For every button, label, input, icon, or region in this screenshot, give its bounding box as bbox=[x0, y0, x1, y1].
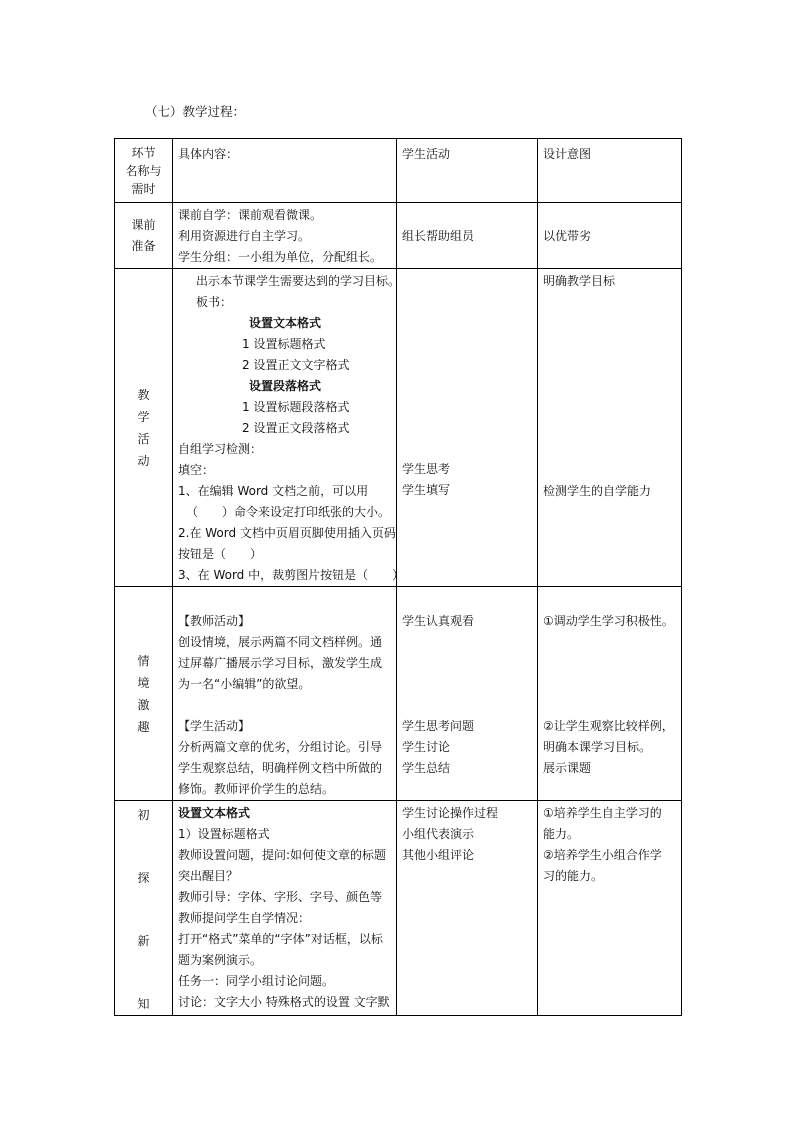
section-heading: （七）教学过程： bbox=[145, 104, 246, 119]
board-title: 设置文本格式 bbox=[248, 316, 321, 330]
teaching-label-char: 教 bbox=[137, 387, 150, 402]
teaching-intro: 出示本节课学生需要达到的学习目标。 bbox=[196, 274, 401, 288]
header-stage-line: 环节 bbox=[131, 146, 156, 160]
student-activity-title: 【学生活动】 bbox=[178, 719, 251, 733]
question-line: 1、在编辑 Word 文档之前，可以用 bbox=[178, 484, 369, 498]
situation-intent-line: 明确本课学习目标。 bbox=[543, 740, 652, 754]
teaching-label-char: 活 bbox=[137, 431, 150, 446]
board-label: 板书： bbox=[196, 295, 233, 309]
prep-content-cell bbox=[173, 203, 397, 269]
header-stage-cell bbox=[115, 139, 173, 203]
explore-subtitle: 1）设置标题格式 bbox=[178, 827, 270, 841]
prep-activity: 组长帮助组员 bbox=[402, 229, 475, 243]
teaching-row bbox=[115, 269, 682, 587]
explore-paragraph: 任务一：同学小组讨论问题。 bbox=[178, 974, 335, 988]
student-activity-text: 分析两篇文章的优劣，分组讨论。引导学生观察总结，明确样例文档中所做的修饰。教师评价学生的总结。 bbox=[178, 740, 383, 796]
question-line: 2.在 Word 文档中页眉页脚使用插入页码 bbox=[178, 526, 396, 540]
prep-intent-cell bbox=[538, 203, 682, 269]
explore-intent-line: ①培养学生自主学习的 bbox=[543, 806, 662, 820]
prep-intent: 以优带劣 bbox=[543, 229, 592, 243]
prep-row bbox=[115, 203, 682, 269]
prep-activity-cell bbox=[397, 203, 538, 269]
header-row bbox=[115, 139, 682, 203]
explore-label-char: 探 bbox=[137, 871, 150, 885]
prep-content-line: 利用资源进行自主学习。 bbox=[178, 229, 311, 243]
prep-label-line: 准备 bbox=[131, 238, 156, 253]
explore-activity: 学生讨论操作过程 bbox=[402, 806, 499, 820]
header-intent: 设计意图 bbox=[543, 147, 592, 161]
header-content-cell bbox=[173, 139, 397, 203]
situation-label-cell bbox=[115, 587, 173, 801]
situation-content-cell bbox=[173, 587, 397, 801]
teaching-activity: 学生思考 bbox=[402, 462, 451, 476]
situation-activity: 学生讨论 bbox=[402, 740, 451, 754]
explore-paragraph: 教师提问学生自学情况： bbox=[178, 911, 311, 925]
situation-row bbox=[115, 587, 682, 801]
prep-label-cell bbox=[115, 203, 173, 269]
teaching-process-table bbox=[114, 138, 682, 1016]
prep-content-line: 学生分组：一小组为单位，分配组长。 bbox=[178, 250, 383, 264]
explore-title: 设置文本格式 bbox=[178, 806, 251, 820]
header-stage-line: 需时 bbox=[131, 182, 156, 196]
explore-content-cell bbox=[173, 801, 397, 1016]
situation-label-char: 情 bbox=[137, 653, 150, 668]
explore-paragraph: 教师设置问题，提问:如何使文章的标题突出醒目？ bbox=[178, 848, 387, 883]
teaching-intent-top: 明确教学目标 bbox=[543, 274, 616, 288]
teacher-activity-text: 创设情境，展示两篇不同文档样例。通过屏幕广播展示学习目标，激发学生成为一名“小编辑”的欲望。 bbox=[178, 635, 383, 691]
teaching-label-char: 学 bbox=[137, 409, 150, 424]
explore-label-char: 初 bbox=[137, 808, 150, 822]
teacher-activity-title: 【教师活动】 bbox=[178, 614, 251, 628]
explore-activity-cell bbox=[397, 801, 538, 1016]
fill-blank-label: 填空： bbox=[178, 463, 215, 477]
board-title: 设置段落格式 bbox=[248, 379, 321, 393]
prep-content-line: 课前自学：课前观看微课。 bbox=[178, 208, 323, 222]
explore-intent-line: ②培养学生小组合作学 bbox=[543, 848, 662, 862]
situation-label-char: 境 bbox=[137, 675, 150, 690]
board-item: 2 设置正文文字格式 bbox=[242, 358, 350, 372]
situation-intent-line: ②让学生观察比较样例， bbox=[543, 719, 674, 733]
explore-intent-line: 能力。 bbox=[543, 827, 580, 841]
prep-label-line: 课前 bbox=[131, 217, 156, 232]
explore-paragraph: 讨论：文字大小 特殊格式的设置 文字默 bbox=[178, 995, 390, 1009]
situation-activity-cell bbox=[397, 587, 538, 801]
explore-paragraph: 教师引导：字体、字形、字号、颜色等 bbox=[178, 890, 383, 904]
teaching-label-cell bbox=[115, 269, 173, 587]
teaching-activity: 学生填写 bbox=[402, 483, 451, 497]
explore-label-cell bbox=[115, 801, 173, 1016]
board-item: 1 设置标题格式 bbox=[242, 337, 326, 351]
question-line: （ ）命令来设定打印纸张的大小。 bbox=[186, 505, 391, 519]
explore-intent-line: 习的能力。 bbox=[543, 869, 604, 883]
explore-activity: 小组代表演示 bbox=[402, 827, 475, 841]
board-item: 1 设置标题段落格式 bbox=[242, 400, 350, 414]
self-check-label: 自组学习检测： bbox=[178, 442, 263, 456]
board-item: 2 设置正文段落格式 bbox=[242, 421, 350, 435]
teaching-intent-cell bbox=[538, 269, 682, 587]
situation-label-char: 趣 bbox=[137, 719, 150, 734]
teaching-intent-bottom: 检测学生的自学能力 bbox=[543, 484, 652, 498]
header-intent-cell bbox=[538, 139, 682, 203]
situation-activity-top: 学生认真观看 bbox=[402, 614, 475, 628]
situation-activity: 学生总结 bbox=[402, 761, 451, 775]
teaching-activity-cell bbox=[397, 269, 538, 587]
situation-activity: 学生思考问题 bbox=[402, 719, 475, 733]
teaching-label-char: 动 bbox=[137, 453, 150, 468]
question-line: 按钮是（ ） bbox=[178, 547, 263, 561]
question-line: 3、在 Word 中，裁剪图片按钮是（ ） bbox=[178, 568, 405, 582]
situation-intent-cell bbox=[538, 587, 682, 801]
situation-label-char: 激 bbox=[137, 697, 150, 712]
explore-paragraph: 打开“格式”菜单的“字体”对话框，以标题为案例演示。 bbox=[178, 932, 383, 967]
header-content: 具体内容： bbox=[178, 147, 239, 161]
explore-row bbox=[115, 801, 682, 1016]
explore-activity: 其他小组评论 bbox=[402, 848, 475, 862]
explore-intent-cell bbox=[538, 801, 682, 1016]
explore-label-char: 新 bbox=[137, 934, 150, 948]
situation-intent-top: ①调动学生学习积极性。 bbox=[543, 614, 674, 628]
explore-label-char: 知 bbox=[137, 997, 150, 1011]
situation-intent-line: 展示课题 bbox=[543, 761, 592, 775]
header-activity: 学生活动 bbox=[402, 147, 451, 161]
header-activity-cell bbox=[397, 139, 538, 203]
header-stage-line: 名称与 bbox=[125, 164, 162, 178]
teaching-content-cell bbox=[173, 269, 405, 587]
